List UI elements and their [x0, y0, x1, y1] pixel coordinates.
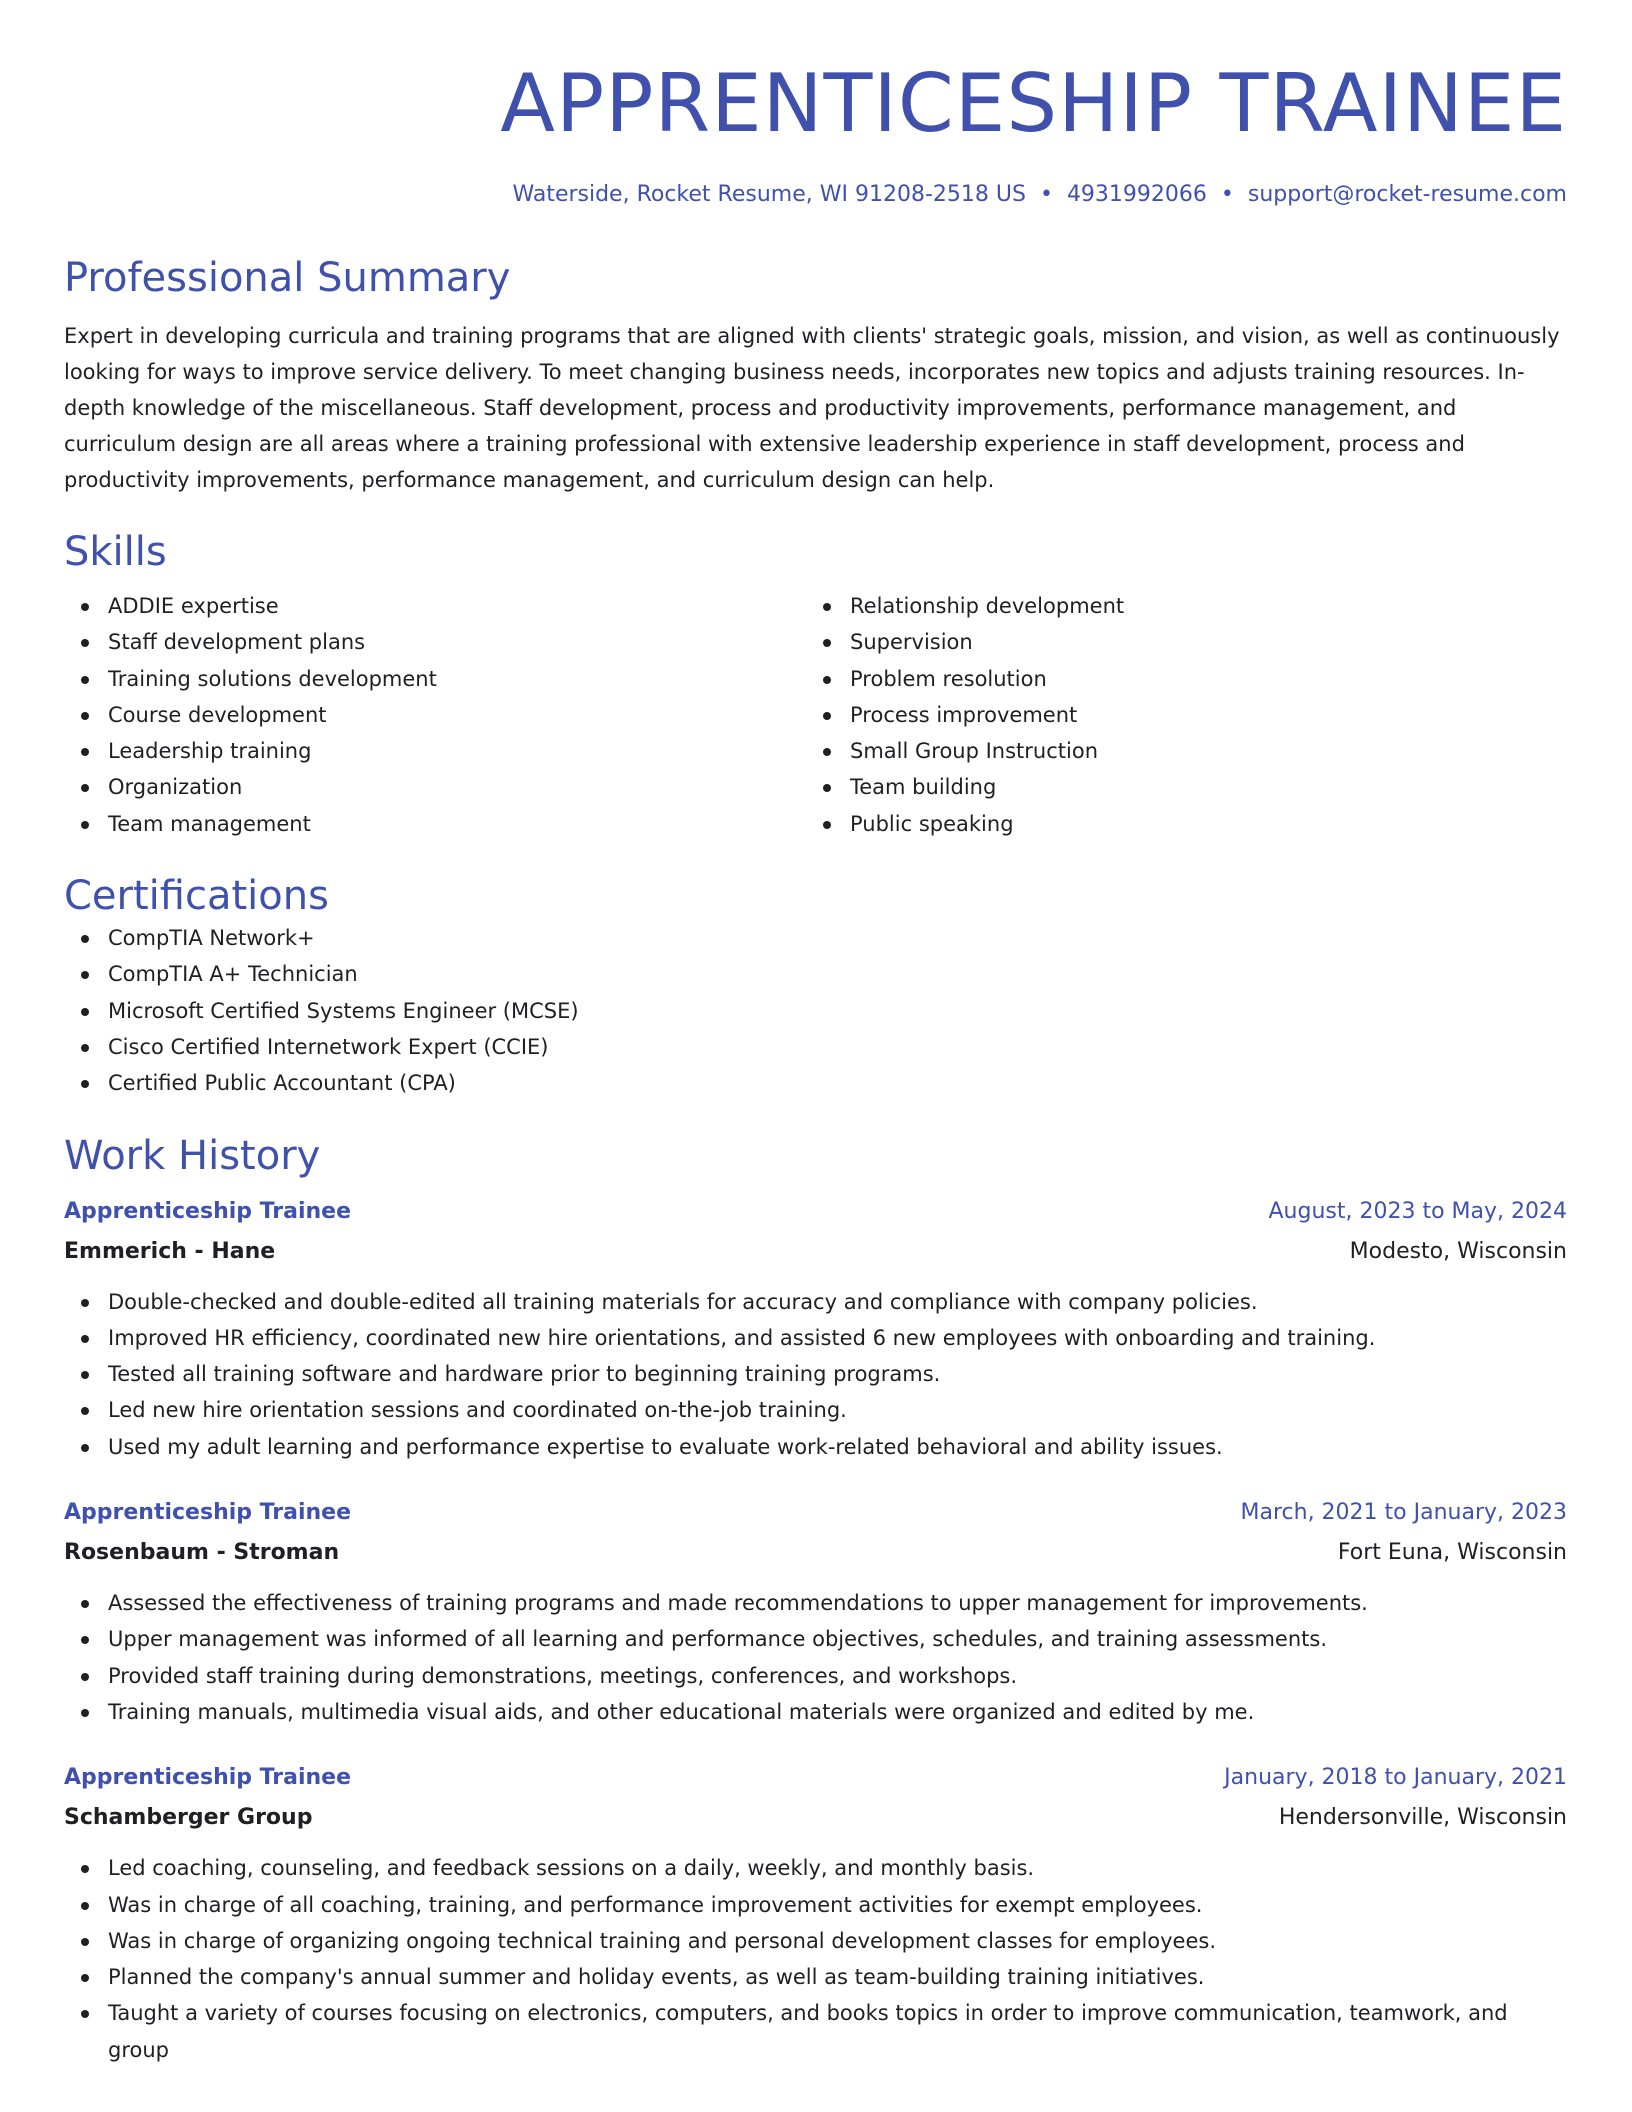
certification-item: Certified Public Accountant (CPA)	[64, 1065, 1567, 1101]
job-bullet: Led new hire orientation sessions and coordinated on-the-job training.	[64, 1392, 1567, 1428]
job-bullet: Improved HR efficiency, coordinated new hire orientations, and assisted 6 new employees with onboarding and training.	[64, 1320, 1567, 1356]
skill-item: Public speaking	[806, 806, 1548, 842]
job-bullets	[64, 1284, 1567, 1465]
job-company: Schamberger Group	[64, 1805, 313, 1831]
job-company: Rosenbaum - Stroman	[64, 1540, 340, 1566]
certifications-heading: Certifications	[64, 873, 329, 920]
job-bullet: Led coaching, counseling, and feedback sessions on a daily, weekly, and monthly basis.	[64, 1850, 1567, 1886]
certifications-section	[64, 872, 1567, 1101]
certification-item: CompTIA A+ Technician	[64, 956, 1567, 992]
skill-item: Leadership training	[64, 733, 806, 769]
job-location: Hendersonville, Wisconsin	[1278, 1805, 1567, 1831]
summary-section	[64, 254, 1567, 498]
job-bullet: Training manuals, multimedia visual aids, and other educational materials were organized and edited by me.	[64, 1694, 1567, 1730]
skill-item: Training solutions development	[64, 661, 806, 697]
skills-heading: Skills	[64, 529, 167, 575]
job-company-row	[64, 1533, 1567, 1573]
skill-item: Small Group Instruction	[806, 733, 1548, 769]
skill-item: Process improvement	[806, 697, 1548, 733]
job-bullets	[64, 1585, 1567, 1730]
skills-right-column	[806, 588, 1548, 842]
job-location: Modesto, Wisconsin	[1349, 1238, 1567, 1264]
job-entry	[64, 1758, 1567, 2068]
certification-item: CompTIA Network+	[64, 920, 1567, 956]
job-header-row	[64, 1758, 1567, 1798]
skills-left-column	[64, 588, 806, 842]
job-dates: March, 2021 to January, 2023	[1240, 1500, 1567, 1526]
skill-item: ADDIE expertise	[64, 588, 806, 624]
contact-separator: •	[1220, 182, 1234, 207]
skill-item: Team management	[64, 806, 806, 842]
skill-item: Supervision	[806, 624, 1548, 660]
contact-phone: 4931992066	[1066, 182, 1207, 207]
skill-item: Staff development plans	[64, 624, 806, 660]
job-entry	[64, 1192, 1567, 1465]
skill-item: Relationship development	[806, 588, 1548, 624]
job-bullet: Was in charge of organizing ongoing technical training and personal development classes for employees.	[64, 1923, 1567, 1959]
contact-email[interactable]: support@rocket-resume.com	[1247, 182, 1567, 207]
job-bullets	[64, 1850, 1567, 2068]
skills-section	[64, 528, 1567, 842]
contact-separator: •	[1039, 182, 1053, 207]
job-entry	[64, 1493, 1567, 1730]
certifications-list	[64, 920, 1567, 1101]
resume-page	[64, 0, 1567, 2068]
job-title: Apprenticeship Trainee	[64, 1198, 352, 1224]
certification-item: Microsoft Certified Systems Engineer (MCSE)	[64, 993, 1567, 1029]
job-dates: August, 2023 to May, 2024	[1268, 1198, 1567, 1224]
job-bullet: Provided staff training during demonstrations, meetings, conferences, and workshops.	[64, 1658, 1567, 1694]
work-history-heading: Work History	[64, 1132, 321, 1179]
job-title: Apprenticeship Trainee	[64, 1765, 352, 1791]
skill-item: Organization	[64, 769, 806, 805]
job-title: Apprenticeship Trainee	[64, 1500, 352, 1526]
job-bullet: Planned the company's annual summer and holiday events, as well as team-building training initiatives.	[64, 1959, 1567, 1995]
job-dates: January, 2018 to January, 2021	[1224, 1765, 1567, 1791]
job-location: Fort Euna, Wisconsin	[1337, 1540, 1567, 1566]
job-bullet: Tested all training software and hardware prior to beginning training programs.	[64, 1356, 1567, 1392]
skill-item: Team building	[806, 769, 1548, 805]
summary-heading: Professional Summary	[64, 255, 511, 301]
contact-address: Waterside, Rocket Resume, WI 91208-2518 US	[512, 182, 1026, 207]
skills-grid	[64, 588, 1567, 842]
job-bullet: Taught a variety of courses focusing on electronics, computers, and books topics in order to improve communication, teamwork, and group	[64, 1995, 1567, 2068]
job-bullet: Double-checked and double-edited all training materials for accuracy and compliance with company policies.	[64, 1284, 1567, 1320]
job-header-row	[64, 1192, 1567, 1232]
job-company: Emmerich - Hane	[64, 1238, 276, 1264]
job-bullet: Used my adult learning and performance expertise to evaluate work-related behavioral and ability issues.	[64, 1429, 1567, 1465]
job-bullet: Assessed the effectiveness of training programs and made recommendations to upper management for improvements.	[64, 1585, 1567, 1621]
job-header-row	[64, 1493, 1567, 1533]
job-company-row	[64, 1798, 1567, 1838]
skill-item: Course development	[64, 697, 806, 733]
candidate-name: APPRENTICESHIP TRAINEE	[500, 57, 1567, 150]
work-history-section	[64, 1132, 1567, 2068]
contact-line	[64, 180, 1567, 210]
certification-item: Cisco Certified Internetwork Expert (CCIE)	[64, 1029, 1567, 1065]
job-bullet: Was in charge of all coaching, training, and performance improvement activities for exempt employees.	[64, 1887, 1567, 1923]
job-company-row	[64, 1232, 1567, 1272]
summary-text: Expert in developing curricula and training programs that are aligned with clients' strategic goals, mission, and vision, as well as continuously looking for ways to improve service delivery. To meet changing business needs, incorporates new topics and adjusts training resources. In-depth knowledge of the miscellaneous. Staff development, process and productivity improvements, performance management, and curriculum design are all areas where a training professional with extensive leadership experience in staff development, process and productivity improvements, performance management, and curriculum design can help.	[64, 324, 1560, 492]
job-bullet: Upper management was informed of all learning and performance objectives, schedules, and training assessments.	[64, 1621, 1567, 1657]
skill-item: Problem resolution	[806, 661, 1548, 697]
